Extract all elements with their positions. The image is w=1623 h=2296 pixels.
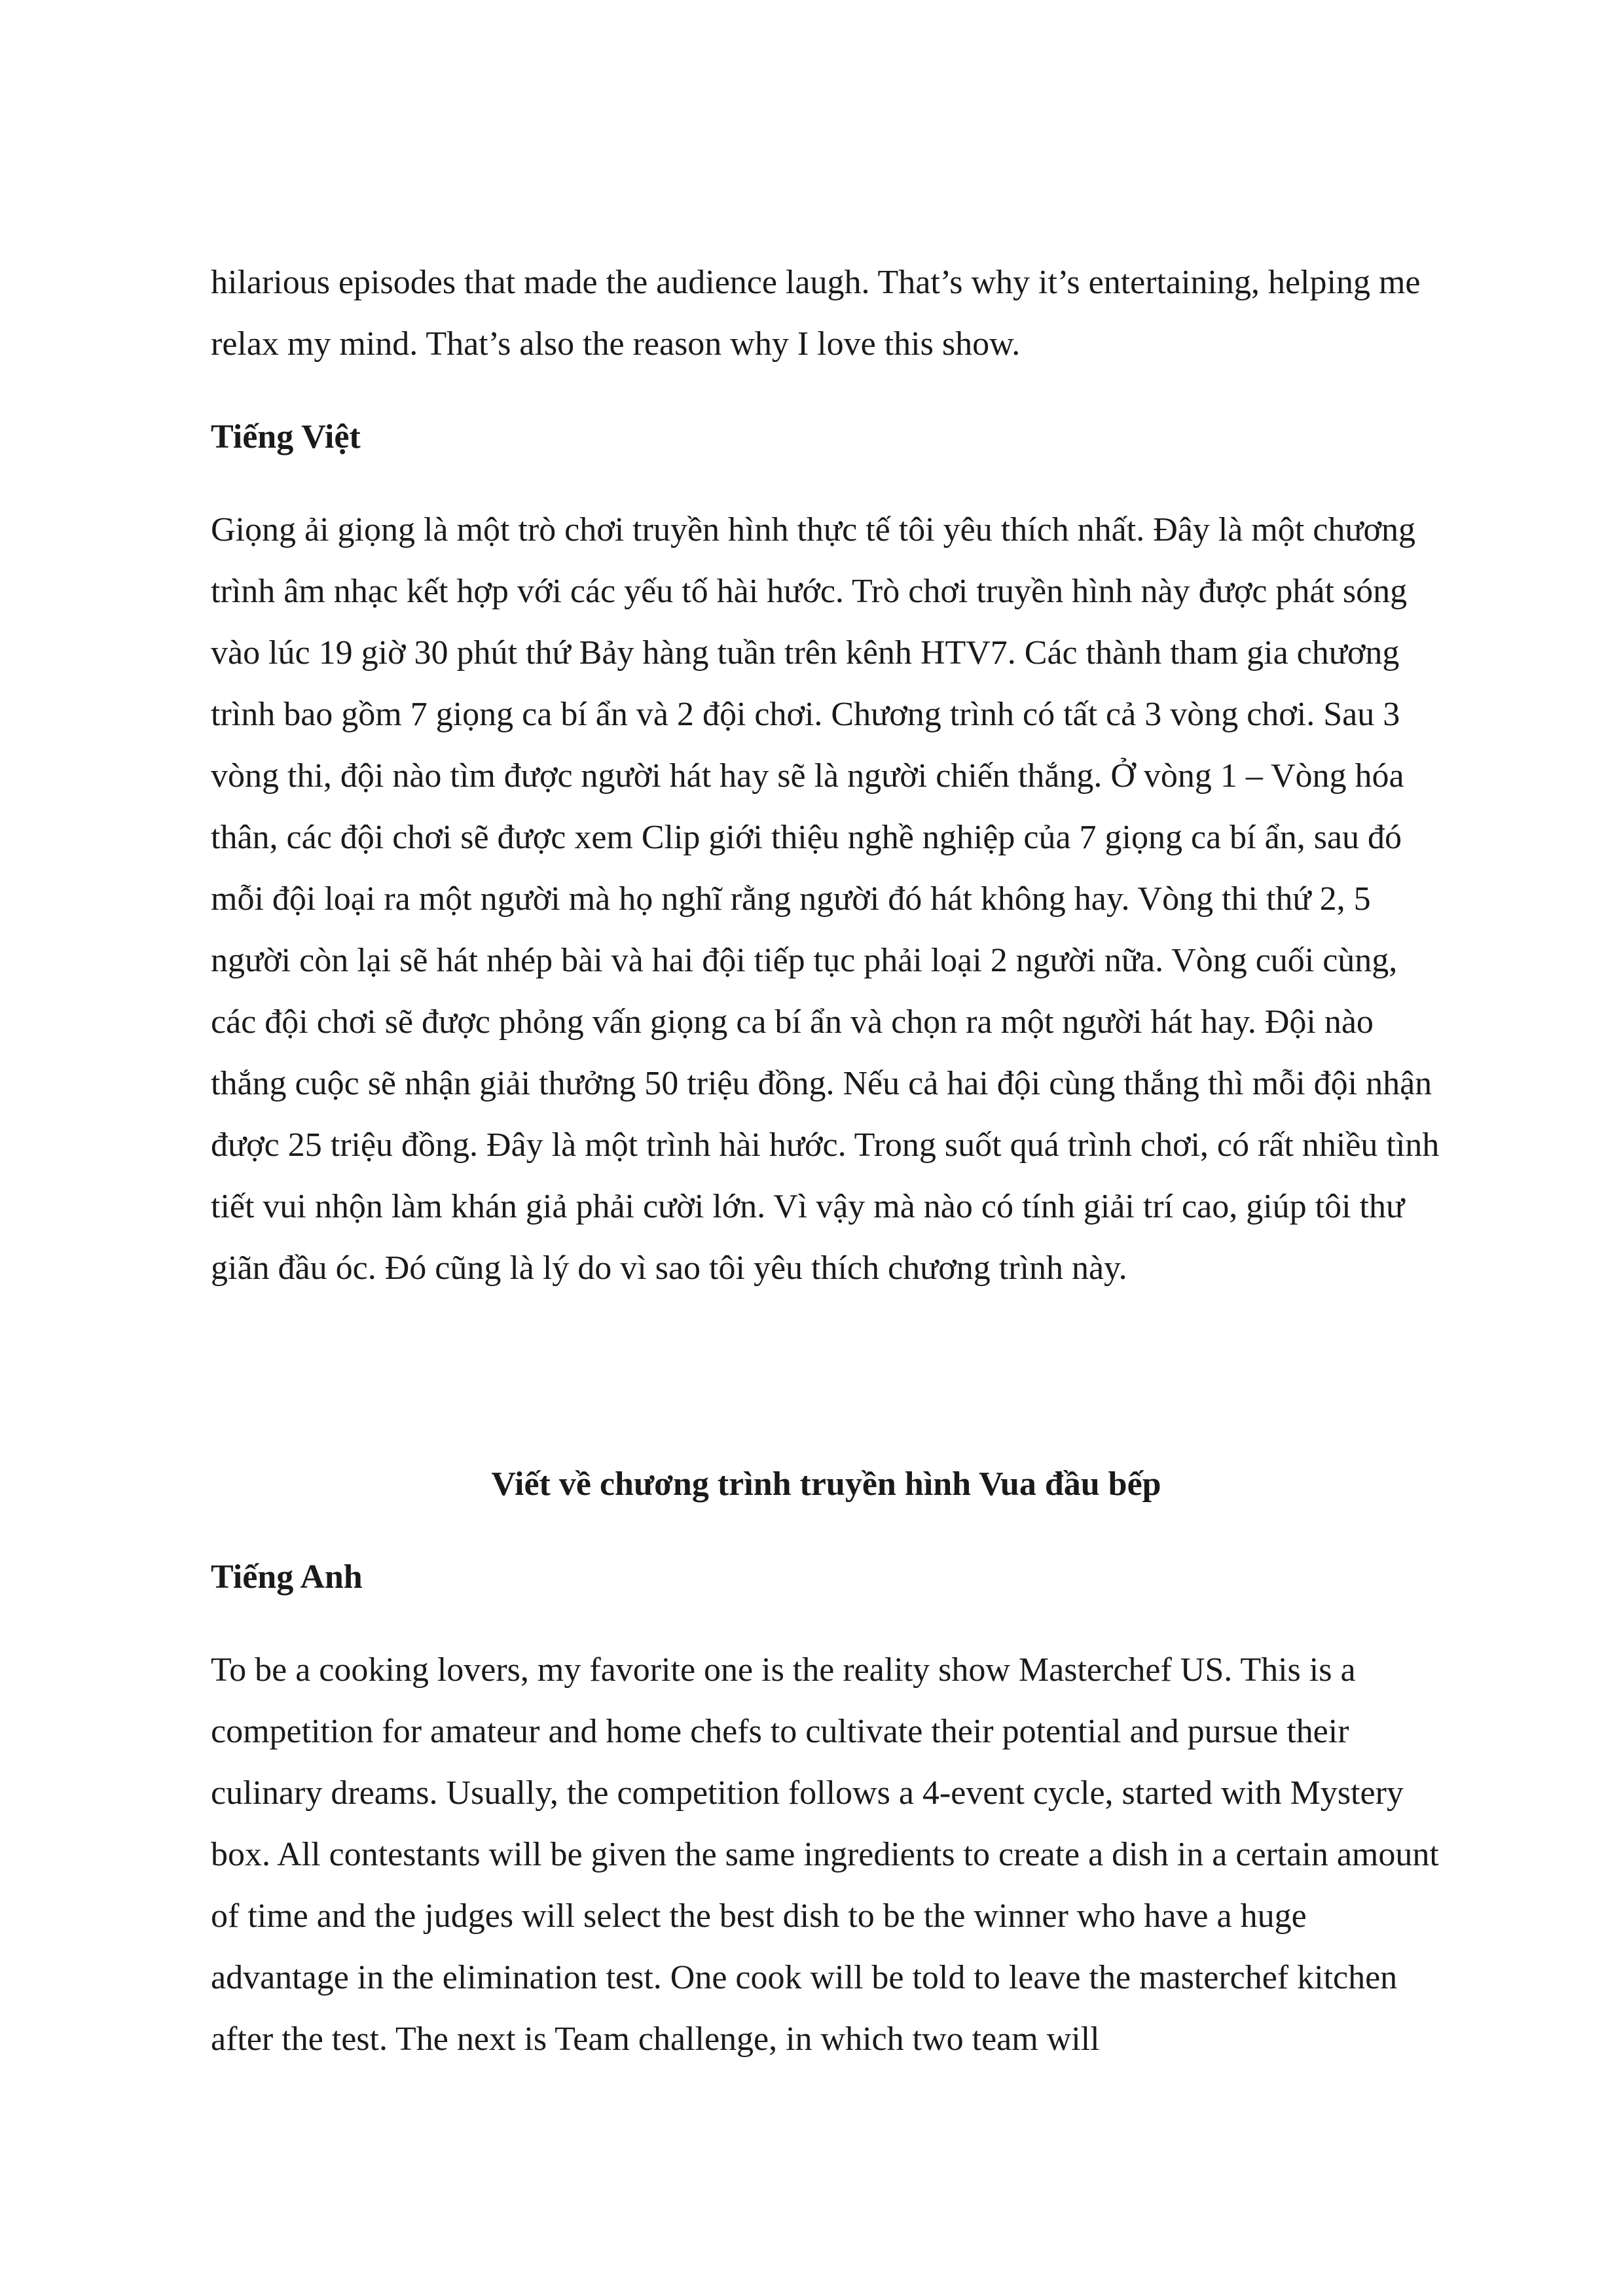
english-paragraph: To be a cooking lovers, my favorite one is the reality show Masterchef US. This is a competition for amateur and home chefs to cultivate their potential and pursue their culinary dreams. Usually, the competition follows a 4-event cycle, started with Mystery box. All contestants will be given the same ingredients to create a dish in a certain amount of time and the judges will select the best dish to be the winner who have a huge advantage in the elimination test. One cook will be told to leave the masterchef kitchen after the test. The next is Team challenge, in which two team will	[211, 1651, 1439, 2058]
section-title: Viết về chương trình truyền hình Vua đầu bếp	[491, 1465, 1161, 1503]
document-page	[211, 252, 1442, 2070]
vietnamese-paragraph: Giọng ải giọng là một trò chơi truyền hình thực tế tôi yêu thích nhất. Đây là một chương trình âm nhạc kết hợp với các yếu tố hài hước. Trò chơi truyền hình này được phát sóng vào lúc 19 giờ 30 phút thứ Bảy hàng tuần trên kênh HTV7. Các thành tham gia chương trình bao gồm 7 giọng ca bí ẩn và 2 đội chơi. Chương trình có tất cả 3 vòng chơi. Sau 3 vòng thi, đội nào tìm được người hát hay sẽ là người chiến thắng. Ở vòng 1 – Vòng hóa thân, các đội chơi sẽ được xem Clip giới thiệu nghề nghiệp của 7 giọng ca bí ẩn, sau đó mỗi đội loại ra một người mà họ nghĩ rằng người đó hát không hay. Vòng thi thứ 2, 5 người còn lại sẽ hát nhép bài và hai đội tiếp tục phải loại 2 người nữa. Vòng cuối cùng, các đội chơi sẽ được phỏng vấn giọng ca bí ẩn và chọn ra một người hát hay. Đội nào thắng cuộc sẽ nhận giải thưởng 50 triệu đồng. Nếu cả hai đội cùng thắng thì mỗi đội nhận được 25 triệu đồng. Đây là một trình hài hước. Trong suốt quá trình chơi, có rất nhiều tình tiết vui nhộn làm khán giả phải cười lớn. Vì vậy mà nào có tính giải trí cao, giúp tôi thư giãn đầu óc. Đó cũng là lý do vì sao tôi yêu thích chương trình này.	[211, 511, 1440, 1287]
section-heading-english: Tiếng Anh	[211, 1558, 363, 1596]
section-heading-vietnamese: Tiếng Việt	[211, 418, 361, 456]
intro-paragraph: hilarious episodes that made the audience laugh. That’s why it’s entertaining, helping me relax my mind. That’s also the reason why I love this show.	[211, 264, 1421, 363]
